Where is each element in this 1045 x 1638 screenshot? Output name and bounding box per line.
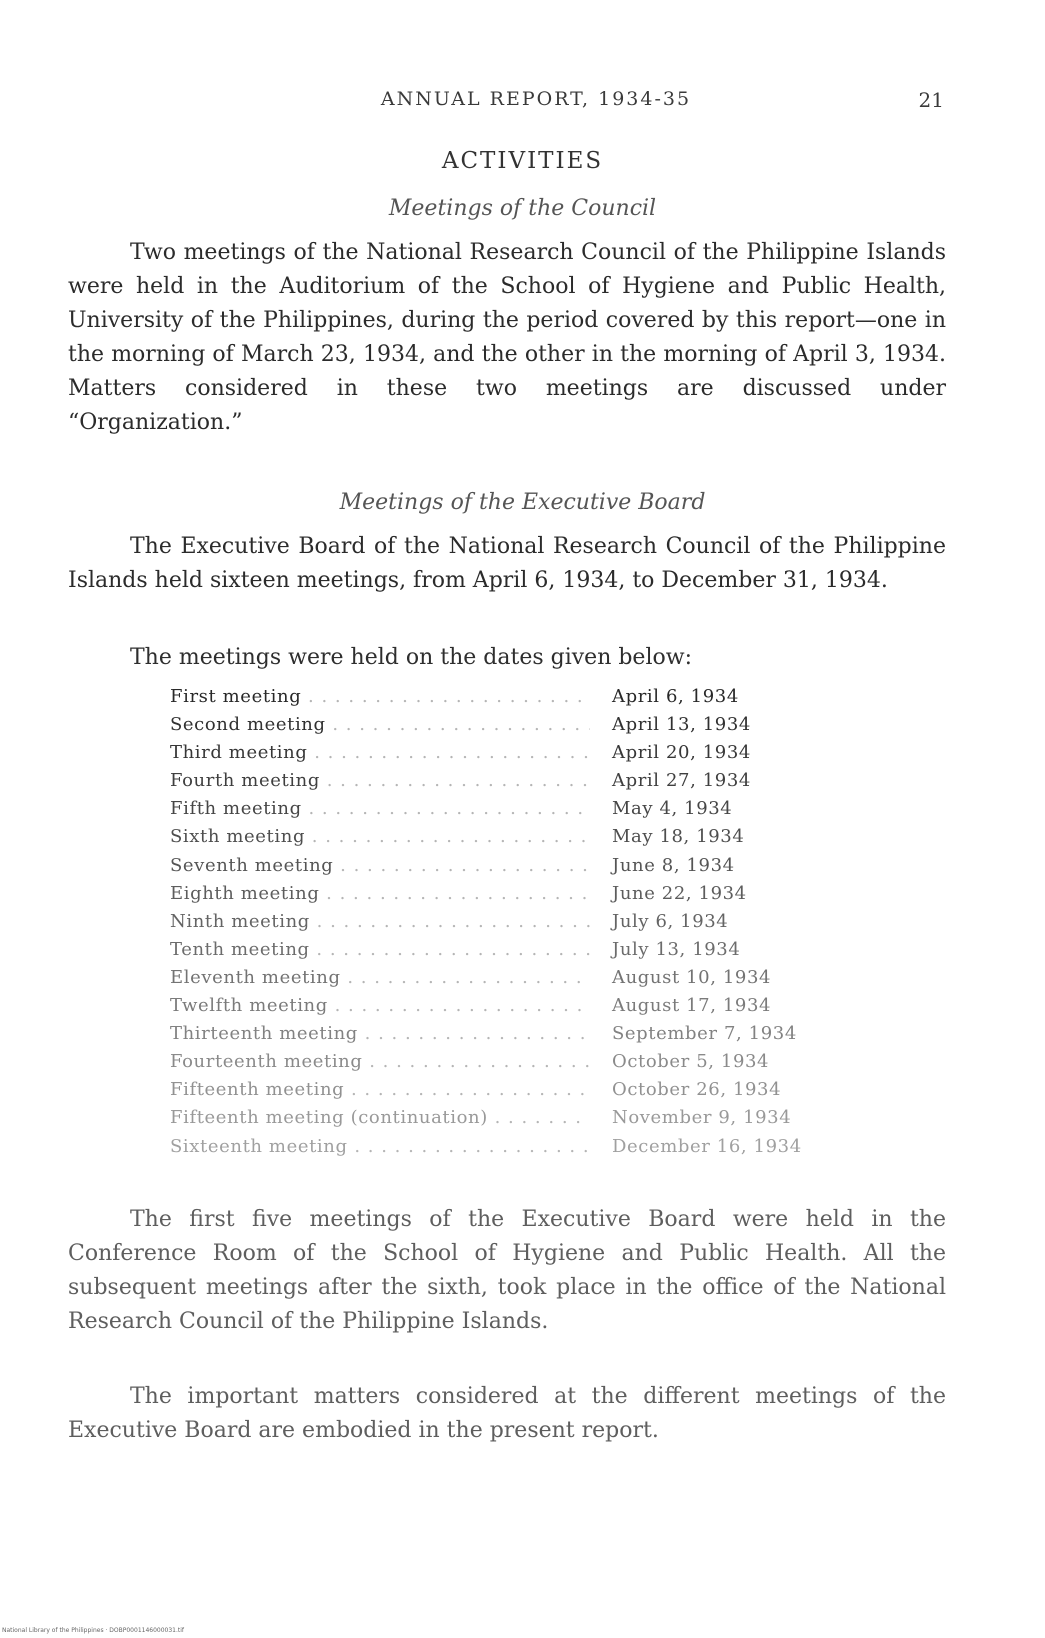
running-header bbox=[66, 88, 944, 118]
meeting-row bbox=[170, 742, 850, 770]
meeting-date: October 5, 1934 bbox=[612, 1051, 770, 1073]
meeting-date: June 22, 1934 bbox=[612, 882, 747, 904]
paragraph-council-meetings: Two meetings of the National Research Council of the Philippine Islands were held in the Auditorium of the School of Hygiene and Public Health, University of the Philippines, during the period covered by this report—one in the morning of March 23, 1934, and the other in the morning of April 3, 1934. Matters considered in these two meetings are discussed under “Organization.” bbox=[68, 240, 946, 435]
meeting-label: Twelfth meeting . . . bbox=[170, 995, 590, 1016]
meeting-row bbox=[170, 1051, 850, 1079]
meeting-label: Seventh meeting . . . bbox=[170, 855, 590, 876]
meeting-row bbox=[170, 714, 850, 742]
page-number: 21 bbox=[918, 88, 944, 112]
meeting-label: Second meeting . . . bbox=[170, 714, 590, 735]
subhead-board-meetings: Meetings of the Executive Board bbox=[339, 490, 706, 515]
meeting-label: Thirteenth meeting . . . bbox=[170, 1023, 590, 1044]
meeting-date: September 7, 1934 bbox=[612, 1023, 797, 1045]
meeting-label: Eleventh meeting . . . bbox=[170, 967, 590, 988]
meeting-label: Eighth meeting . . . bbox=[170, 883, 590, 904]
meeting-row bbox=[170, 826, 850, 854]
meeting-date: April 27, 1934 bbox=[612, 770, 751, 792]
meeting-row bbox=[170, 967, 850, 995]
section-title: ACTIVITIES bbox=[441, 148, 604, 174]
meeting-label: Fifteenth meeting . . . bbox=[170, 1079, 590, 1100]
meeting-label: Third meeting . . . bbox=[170, 742, 590, 763]
meeting-label: Ninth meeting . . . bbox=[170, 911, 590, 932]
meeting-label: Fifth meeting . . . bbox=[170, 798, 590, 819]
paragraph-board-meetings: The Executive Board of the National Research Council of the Philippine Islands held sixteen meetings, from April 6, 1934, to December 31, 1934. bbox=[68, 534, 946, 593]
meeting-date: May 4, 1934 bbox=[612, 798, 733, 820]
meeting-date: April 20, 1934 bbox=[612, 742, 751, 764]
meeting-row bbox=[170, 1079, 850, 1107]
meeting-label: Sixth meeting . . . bbox=[170, 826, 590, 847]
meeting-row bbox=[170, 939, 850, 967]
meeting-date: August 17, 1934 bbox=[612, 995, 772, 1017]
meeting-row bbox=[170, 995, 850, 1023]
subhead-council-meetings: Meetings of the Council bbox=[388, 196, 657, 221]
meeting-date: April 13, 1934 bbox=[612, 714, 751, 736]
meeting-label: Fourteenth meeting . . . bbox=[170, 1051, 590, 1072]
paragraph-meeting-locations: The first five meetings of the Executive Board were held in the Conference Room of the School of Hygiene and Public Health. All the subsequent meetings after the sixth, took place in the office of the National Research Council of the Philippine Islands. bbox=[68, 1207, 946, 1334]
meetings-intro: The meetings were held on the dates given below: bbox=[130, 645, 692, 670]
meetings-list bbox=[170, 686, 850, 1164]
meeting-row bbox=[170, 770, 850, 798]
meeting-label: Tenth meeting . . . bbox=[170, 939, 590, 960]
meeting-row bbox=[170, 1023, 850, 1051]
meeting-date: December 16, 1934 bbox=[612, 1135, 802, 1157]
meeting-row bbox=[170, 1107, 850, 1135]
meeting-label: Sixteenth meeting . . . bbox=[170, 1136, 590, 1157]
meeting-date: June 8, 1934 bbox=[612, 854, 735, 876]
meeting-row bbox=[170, 686, 850, 714]
meeting-date: May 18, 1934 bbox=[612, 826, 745, 848]
meeting-row bbox=[170, 911, 850, 939]
scan-credit: National Library of the Philippines · DOBP0001146000031.tif bbox=[2, 1627, 185, 1634]
meeting-row bbox=[170, 798, 850, 826]
meeting-row bbox=[170, 1136, 850, 1164]
meeting-date: November 9, 1934 bbox=[612, 1107, 792, 1129]
meeting-row bbox=[170, 855, 850, 883]
meeting-date: August 10, 1934 bbox=[612, 966, 772, 988]
meeting-date: July 6, 1934 bbox=[612, 910, 729, 932]
meeting-label: Fourth meeting . . . bbox=[170, 770, 590, 791]
running-title: ANNUAL REPORT, 1934-35 bbox=[380, 88, 692, 110]
meeting-label: Fifteenth meeting (continuation) . . . bbox=[170, 1107, 590, 1128]
meeting-date: October 26, 1934 bbox=[612, 1079, 782, 1101]
paragraph-important-matters: The important matters considered at the different meetings of the Executive Board are embodied in the present report. bbox=[68, 1384, 946, 1443]
meeting-row bbox=[170, 883, 850, 911]
meeting-label: First meeting . . . bbox=[170, 686, 590, 707]
meeting-date: July 13, 1934 bbox=[612, 938, 741, 960]
meeting-date: April 6, 1934 bbox=[612, 686, 739, 707]
